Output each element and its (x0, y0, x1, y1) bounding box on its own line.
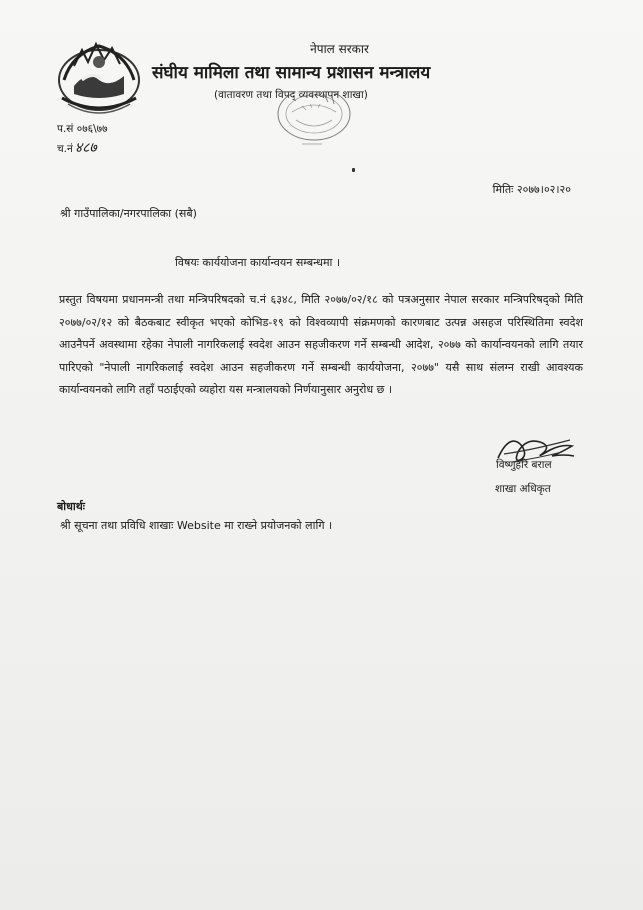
cc-line: श्री सूचना तथा प्रविधि शाखाः Website मा राख्ने प्रयोजनको लागि । (60, 519, 333, 532)
dispatch-number-handwritten: ४८७ (74, 140, 97, 156)
mark (352, 168, 355, 172)
letter-date: मितिः २०७७।०२।२० (492, 183, 571, 196)
office-stamp-icon (262, 92, 368, 152)
government-label: नेपाल सरकार (310, 42, 369, 56)
dispatch-number (57, 138, 97, 157)
letter-number: प.सं ०७६\७७ (57, 123, 108, 135)
dispatch-prefix: च.नं (57, 143, 73, 155)
subject-line: विषयः कार्ययोजना कार्यान्वयन सम्बन्धमा । (175, 256, 341, 269)
cc-heading: बोधार्थः (57, 500, 85, 513)
signatory-name: विष्णुहरि बराल (496, 459, 552, 471)
ministry-name: संघीय मामिला तथा सामान्य प्रशासन मन्त्रालय (152, 63, 431, 83)
letter-body: प्रस्तुत विषयमा प्रधानमन्त्री तथा मन्त्रिपरिषदको च.नं ६३४८, मिति २०७७/०२/१८ को पत्रअनुसार नेपाल सरकार मन्त्रिपरिषद्को मिति २०७७/०२/१२ को बैठकबाट स्वीकृत भएको कोभिड-१९ को विश्वव्यापी संक्रमणको कारणबाट उत्पन्न असहज परिस्थितिमा स्वदेश आउनैपर्ने अवस्थामा रहेका नेपाली नागरिकलाई स्वदेश आउन सहजीकरण गर्ने सम्बन्धी आदेश, २०७७ को कार्यान्वयनको लागि तयार पारिएको "नेपाली नागरिकलाई स्वदेश आउन सहजीकरण गर्ने सम्बन्धी कार्ययोजना, २०७७" यसै साथ संलग्न राखी आवश्यक कार्यान्वयनको लागि तहाँ पठाईएको व्यहोरा यस मन्त्रालयको निर्णयानुसार अनुरोध छ । (59, 293, 583, 396)
recipient: श्री गाउँपालिका/नगरपालिका (सबै) (60, 207, 197, 220)
signatory-title: शाखा अधिकृत (495, 483, 551, 495)
branch-name: (वातावरण तथा विपद् व्यवस्थापन शाखा) (214, 89, 368, 101)
